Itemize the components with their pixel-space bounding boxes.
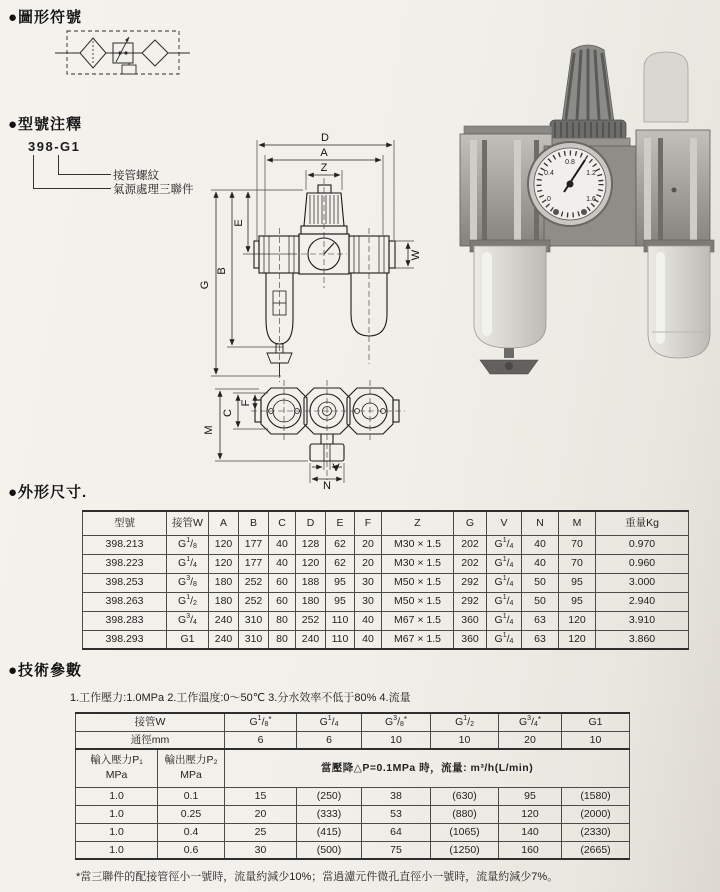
table-cell: 177 — [239, 535, 269, 554]
header-cell: N — [522, 511, 559, 535]
table-cell: 30 — [355, 592, 382, 611]
table-cell: 0.4 — [158, 823, 225, 841]
table-cell: 1.0 — [76, 823, 158, 841]
table-cell: 62 — [326, 554, 355, 573]
table-cell: 80 — [269, 611, 296, 630]
leader-line — [58, 174, 111, 175]
table-cell: 40 — [269, 535, 296, 554]
table-cell: 95 — [559, 573, 596, 592]
table-cell: 20 — [355, 554, 382, 573]
table-cell: (630) — [431, 787, 499, 805]
table-cell: 120 — [209, 554, 239, 573]
table-cell: 25 — [225, 823, 297, 841]
drain-wing-nut — [480, 348, 538, 374]
dim-label-M: M — [203, 425, 215, 435]
table-cell: 252 — [296, 611, 326, 630]
table-cell: $G^1/_2$ — [167, 592, 209, 611]
gauge-tick-04: 0.4 — [544, 170, 554, 177]
table-cell: 64 — [362, 823, 431, 841]
table-cell: 360 — [454, 630, 487, 649]
header-cell: Z — [382, 511, 454, 535]
table-cell: 30 — [355, 573, 382, 592]
bore-cell: 10 — [431, 731, 499, 749]
header-cell: F — [355, 511, 382, 535]
gauge-tick-08: 0.8 — [565, 159, 575, 166]
table-cell: 140 — [499, 823, 562, 841]
table-row — [83, 554, 689, 573]
table-cell: 120 — [296, 554, 326, 573]
dimension-drawing — [193, 128, 450, 490]
table-cell: $G^3/_4$ — [167, 611, 209, 630]
bore-label-cell: 通徑mm — [76, 731, 225, 749]
table-cell: 30 — [225, 841, 297, 859]
dim-label-N: N — [323, 480, 331, 490]
dim-label-V: V — [332, 462, 340, 474]
table-cell: 188 — [296, 573, 326, 592]
pipe-size-cell: $G^3/_4^*$ — [499, 713, 562, 731]
bore-cell: 20 — [499, 731, 562, 749]
header-cell: A — [209, 511, 239, 535]
dim-label-E: E — [233, 219, 245, 227]
table-cell: 1.0 — [76, 787, 158, 805]
bore-cell: 10 — [562, 731, 630, 749]
table-cell: (1065) — [431, 823, 499, 841]
table-cell: 398.223 — [83, 554, 167, 573]
dim-label-B: B — [216, 267, 228, 275]
table-row — [83, 592, 689, 611]
outlet-pressure-cell — [158, 749, 225, 787]
table-cell: $G^1/_8$ — [167, 535, 209, 554]
bore-cell: 10 — [362, 731, 431, 749]
table-cell: 120 — [209, 535, 239, 554]
inlet-pressure-cell — [76, 749, 158, 787]
table-cell: (333) — [297, 805, 362, 823]
table-cell: 310 — [239, 630, 269, 649]
table-cell: M67 × 1.5 — [382, 630, 454, 649]
leader-line — [58, 155, 59, 174]
table-cell: 20 — [355, 535, 382, 554]
model-label-thread: 接管螺紋 — [113, 170, 159, 182]
table-cell: M50 × 1.5 — [382, 592, 454, 611]
tech-note: 1.工作壓力:1.0MPa 2.工作溫度:0～50℃ 3.分水效率不低于80% 4.流量 — [70, 692, 411, 704]
header-cell: G — [454, 511, 487, 535]
table-cell: $G^1/_4$ — [487, 535, 522, 554]
table-cell: 310 — [239, 611, 269, 630]
table-cell: M50 × 1.5 — [382, 573, 454, 592]
footnote: *當三聯件的配接管徑小一號時，流量約減少10%；當過濾元件微孔直徑小一號時，流量約減少7%。 — [76, 871, 559, 883]
table-cell: $G^1/_4$ — [487, 611, 522, 630]
table-cell: 180 — [296, 592, 326, 611]
front-view-outline — [254, 185, 395, 376]
header-cell: V — [487, 511, 522, 535]
table-cell: 95 — [499, 787, 562, 805]
table-cell: 398.263 — [83, 592, 167, 611]
outlet-pressure-unit: MPa — [180, 769, 202, 782]
dim-label-D: D — [321, 132, 329, 144]
table-cell: (2330) — [562, 823, 630, 841]
table-cell: 63 — [522, 611, 559, 630]
table-cell: (1250) — [431, 841, 499, 859]
table-cell: 70 — [559, 535, 596, 554]
pipe-label-cell: 接管W — [76, 713, 225, 731]
table-cell: $G^1/_4$ — [487, 554, 522, 573]
table-cell: 240 — [209, 611, 239, 630]
header-cell: E — [326, 511, 355, 535]
table-cell: 292 — [454, 592, 487, 611]
table-cell: 180 — [209, 592, 239, 611]
pressure-gauge — [528, 142, 612, 226]
table-cell: M30 × 1.5 — [382, 554, 454, 573]
header-cell: C — [269, 511, 296, 535]
table-cell: 0.6 — [158, 841, 225, 859]
section-title-tech: ●技術參數 — [8, 662, 83, 679]
table-cell: 177 — [239, 554, 269, 573]
table-cell: 398.293 — [83, 630, 167, 649]
table-cell: 50 — [522, 573, 559, 592]
leader-line — [33, 155, 34, 188]
dimension-table — [82, 510, 689, 650]
pipe-size-cell: $G^3/_8^*$ — [362, 713, 431, 731]
dim-label-W: W — [410, 249, 422, 261]
header-cell: M — [559, 511, 596, 535]
lubricator-cap — [644, 52, 688, 122]
table-cell: 70 — [559, 554, 596, 573]
inlet-pressure-unit: MPa — [105, 769, 128, 782]
table-cell: 60 — [269, 592, 296, 611]
table-cell: $G^1/_4$ — [487, 573, 522, 592]
pressure-header-row — [76, 749, 630, 787]
table-cell: 38 — [362, 787, 431, 805]
table-cell: 15 — [225, 787, 297, 805]
table-cell: 3.000 — [596, 573, 689, 592]
table-cell: 180 — [209, 573, 239, 592]
table-row — [83, 573, 689, 592]
table-row — [76, 805, 630, 823]
regulator-knob — [546, 45, 630, 150]
table-cell: 50 — [522, 592, 559, 611]
model-code: 398-G1 — [28, 139, 81, 154]
dim-label-Z: Z — [320, 162, 328, 174]
inlet-pressure-label: 輸入壓力P₁ — [90, 753, 143, 766]
flow-caption-cell: 當壓降△P=0.1MPa 時，流量: m³/h(L/min) — [225, 749, 630, 787]
table-cell: 202 — [454, 554, 487, 573]
section-title-model: ●型號注釋 — [8, 116, 83, 133]
table-cell: M30 × 1.5 — [382, 535, 454, 554]
table-cell: 60 — [269, 573, 296, 592]
table-cell: 63 — [522, 630, 559, 649]
table-cell: 110 — [326, 630, 355, 649]
filter-symbol-icon — [80, 38, 106, 68]
table-cell: M67 × 1.5 — [382, 611, 454, 630]
table-cell: 0.960 — [596, 554, 689, 573]
table-cell: 0.970 — [596, 535, 689, 554]
header-cell: D — [296, 511, 326, 535]
table-cell: 128 — [296, 535, 326, 554]
table-cell: (2665) — [562, 841, 630, 859]
table-cell: (500) — [297, 841, 362, 859]
lubricator-symbol-icon — [142, 40, 168, 66]
table-cell: 40 — [355, 611, 382, 630]
table-cell: 20 — [225, 805, 297, 823]
bottom-extension-lines — [215, 389, 344, 483]
pipe-size-cell: $G^1/_2$ — [431, 713, 499, 731]
table-cell: 110 — [326, 611, 355, 630]
table-cell: 360 — [454, 611, 487, 630]
table-cell: 398.283 — [83, 611, 167, 630]
table-cell: 120 — [499, 805, 562, 823]
table-cell: (880) — [431, 805, 499, 823]
table-cell: 95 — [326, 592, 355, 611]
table-cell: 3.910 — [596, 611, 689, 630]
bore-cell: 6 — [225, 731, 297, 749]
dim-label-G: G — [199, 280, 211, 290]
table-cell: 3.860 — [596, 630, 689, 649]
header-cell: 重量Kg — [596, 511, 689, 535]
table-cell: 95 — [559, 592, 596, 611]
table-cell: 398.213 — [83, 535, 167, 554]
table-cell: 0.1 — [158, 787, 225, 805]
table-row — [83, 611, 689, 630]
pneumatic-symbol-diagram — [55, 25, 190, 81]
table-cell: 252 — [239, 573, 269, 592]
table-cell: 53 — [362, 805, 431, 823]
lubricator-bowl — [644, 240, 714, 358]
table-cell: 40 — [522, 554, 559, 573]
table-row — [76, 823, 630, 841]
dim-label-A: A — [320, 147, 328, 159]
header-cell: 接管W — [167, 511, 209, 535]
table-cell: 240 — [209, 630, 239, 649]
table-cell: 0.25 — [158, 805, 225, 823]
table-header-row — [83, 511, 689, 535]
table-cell: 2.940 — [596, 592, 689, 611]
table-cell: 252 — [239, 592, 269, 611]
table-cell: 160 — [499, 841, 562, 859]
table-row — [83, 630, 689, 649]
table-cell: 40 — [522, 535, 559, 554]
table-row — [76, 841, 630, 859]
filter-bowl — [470, 240, 550, 348]
pipe-size-cell: $G^1/_4$ — [297, 713, 362, 731]
table-cell: 202 — [454, 535, 487, 554]
gauge-tick-16: 1.6 — [586, 196, 596, 203]
table-cell: 1.0 — [76, 805, 158, 823]
header-cell: B — [239, 511, 269, 535]
gauge-tick-0: 0 — [547, 196, 551, 203]
dim-label-C: C — [222, 409, 234, 417]
table-cell: $G^1/_4$ — [487, 630, 522, 649]
table-cell: 62 — [326, 535, 355, 554]
table-cell: 1.0 — [76, 841, 158, 859]
table-cell: 240 — [296, 630, 326, 649]
bore-cell: 6 — [297, 731, 362, 749]
dim-label-F: F — [240, 399, 252, 407]
pipe-size-cell: $G^1/_8^*$ — [225, 713, 297, 731]
table-cell: 120 — [559, 630, 596, 649]
table-cell: 120 — [559, 611, 596, 630]
flow-table — [75, 712, 630, 860]
table-cell: 292 — [454, 573, 487, 592]
table-cell: $G^1/_4$ — [487, 592, 522, 611]
table-cell: G1 — [167, 630, 209, 649]
outlet-pressure-label: 輸出壓力P₂ — [164, 753, 218, 766]
table-cell: 40 — [269, 554, 296, 573]
table-cell: 398.253 — [83, 573, 167, 592]
header-cell: 型號 — [83, 511, 167, 535]
section-title-symbol: ●圖形符號 — [8, 9, 83, 26]
leader-line — [33, 188, 111, 189]
table-cell: (250) — [297, 787, 362, 805]
table-cell: 40 — [355, 630, 382, 649]
gauge-tick-12: 1.2 — [586, 170, 596, 177]
section-title-dimensions: ●外形尺寸. — [8, 484, 88, 501]
table-cell: 75 — [362, 841, 431, 859]
table-cell: 95 — [326, 573, 355, 592]
pipe-size-row — [76, 713, 630, 731]
table-cell: $G^1/_4$ — [167, 554, 209, 573]
bore-row — [76, 731, 630, 749]
product-photo — [452, 22, 718, 378]
table-cell: (415) — [297, 823, 362, 841]
table-cell: (2000) — [562, 805, 630, 823]
table-cell: $G^3/_8$ — [167, 573, 209, 592]
table-cell: 80 — [269, 630, 296, 649]
bottom-centerlines — [251, 380, 405, 480]
pipe-size-cell: G1 — [562, 713, 630, 731]
model-label-unit: 氣源處理三聯件 — [113, 184, 194, 196]
table-row — [83, 535, 689, 554]
table-cell: (1580) — [562, 787, 630, 805]
regulator-symbol-icon — [113, 37, 136, 74]
table-row — [76, 787, 630, 805]
